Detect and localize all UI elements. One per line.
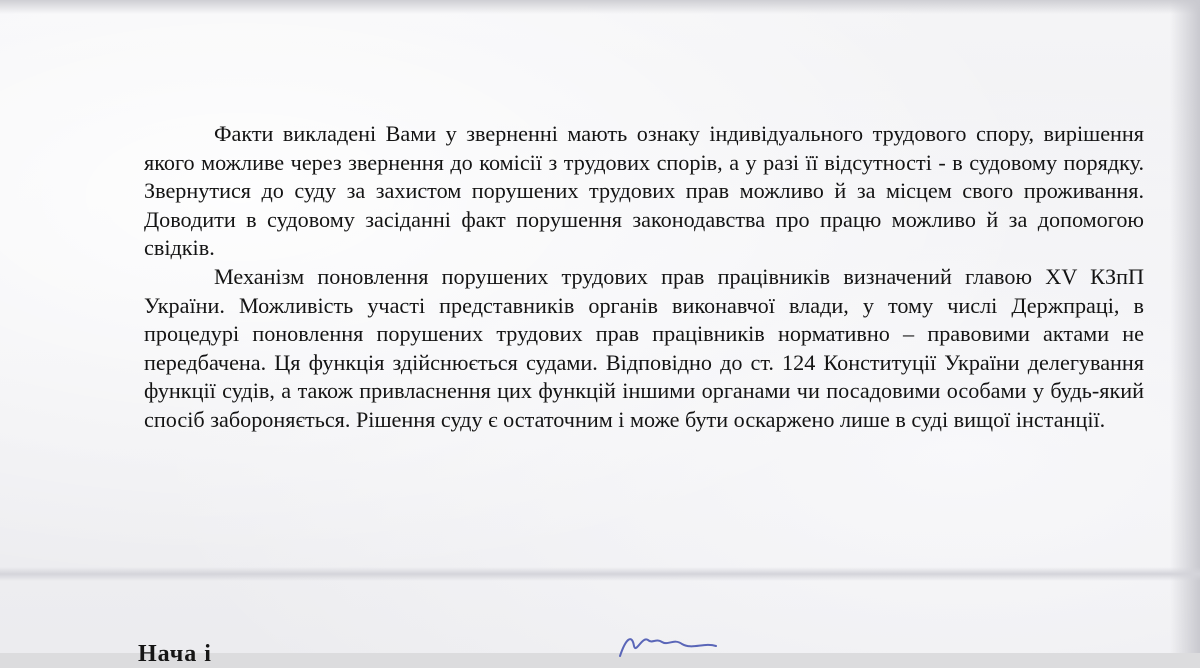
paper-fold-line xyxy=(0,567,1200,581)
paper-top-edge xyxy=(0,0,1200,14)
paper-right-edge xyxy=(1170,0,1200,653)
paragraph-labor-dispute: Факти викладені Вами у зверненні мають ознаку індивідуального трудового спору, вирішення якого можливе через звернення до комісії з трудових спорів, а у разі її відсутності - в судовому порядку. Звернутися до суду за захистом порушених трудових прав можливо й за місцем свого проживання. Доводити в судовому засіданні факт порушення законодавства про працю можливо й за допомогою свідків. xyxy=(144,121,1144,261)
signature-mark xyxy=(612,628,722,658)
footer-signatory-line: Нача і xyxy=(138,641,212,667)
paragraph-rights-restoration: Механізм поновлення порушених трудових прав працівників визначений главою XV КЗпП України. Можливість участі представників органів виконавчої влади, у тому числі Держпраці, в процедурі поновлення порушених трудових прав працівників нормативно – правовими актами не передбачена. Ця функція здійснюється судами. Відповідно до ст. 124 Конституції України делегування функції судів, а також привласнення цих функцій іншими органами чи посадовими особами у будь-який спосіб забороняється. Рішення суду є остаточним і може бути оскаржено лише в суді вищої інстанції. xyxy=(144,263,1144,432)
letter-body xyxy=(144,120,1144,435)
